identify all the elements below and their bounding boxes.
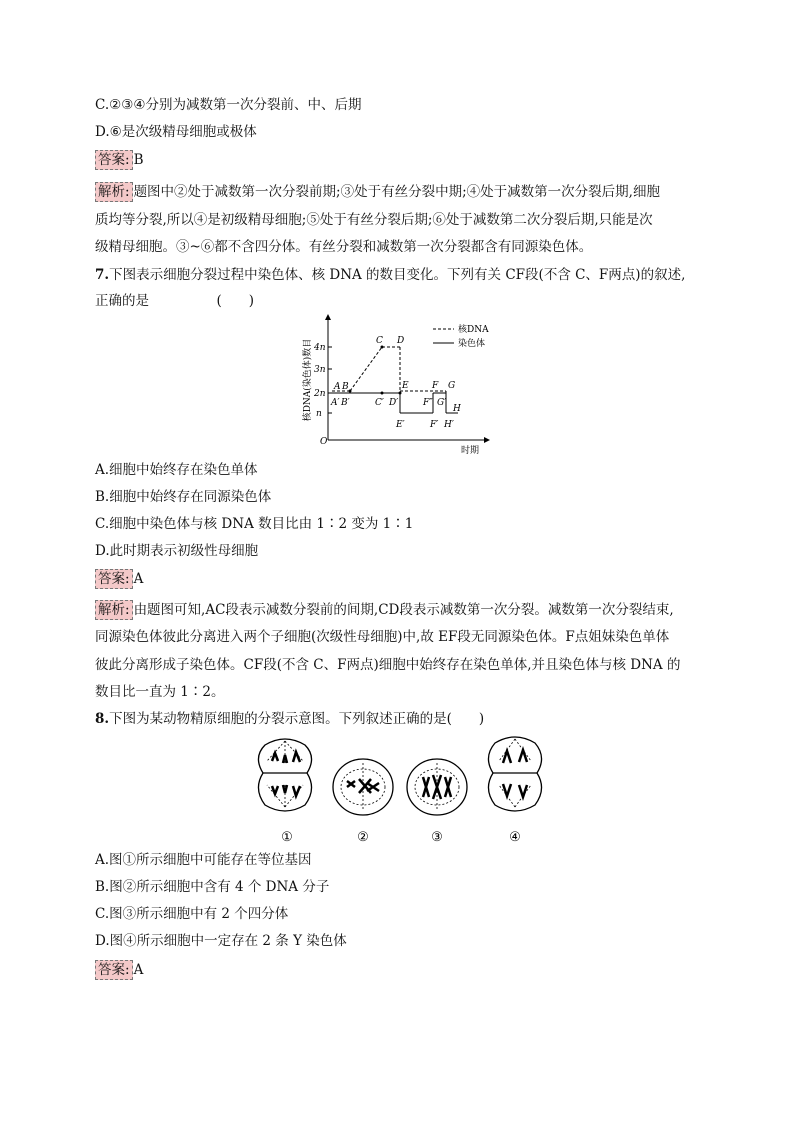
y-axis-arrow [325,314,331,320]
q7-option-c: C.细胞中染色体与核 DNA 数目比由 1∶2 变为 1∶1 [95,516,414,532]
q7-dna-chromosome-chart [298,312,498,460]
cell-1 [258,739,311,811]
y-tick-3n: 3n [314,365,326,375]
q7-analysis-line-2: 同源染色体彼此分离进入两个子细胞(次级性母细胞)中,故 EF段无同源染色体。F点姐妹染色单体 [95,629,670,645]
q7-answer [95,569,143,589]
point-label-b-prime: B′ [341,398,350,408]
q7-option-b: B.细胞中始终存在同源染色体 [95,489,272,505]
q8-option-a: A.图①所示细胞中可能存在等位基因 [95,852,312,868]
q6-analysis-line-2: 质均等分裂,所以④是初级精母细胞;⑤处于有丝分裂后期;⑥处于减数第二次分裂后期,只能是次 [95,212,653,228]
answer-tag: 答案: [95,150,133,170]
q8-option-b: B.图②所示细胞中含有 4 个 DNA 分子 [95,879,330,895]
q8-cell-division-figure [255,735,545,850]
q7-stem-text: 下图表示细胞分裂过程中染色体、核 DNA 的数目变化。下列有关 CF段(不含 C、F两点)的叙述, [109,267,686,283]
point-label-b: B [342,382,349,392]
point-label-c: C [376,336,383,346]
analysis-text: 题图中②处于减数第一次分裂前期;③处于有丝分裂中期;④处于减数第一次分裂后期,细胞 [133,184,660,200]
point-label-c-prime: C′ [375,398,384,408]
q6-option-c: C.②③④分别为减数第一次分裂前、中、后期 [95,97,362,113]
q7-number: 7. [95,267,110,283]
point-label-f-double-prime: F″ [423,398,433,408]
point-label-h-prime: H′ [444,420,454,430]
x-axis-arrow [484,437,490,443]
point-label-a: A [334,382,341,392]
q8-number: 8. [95,711,110,727]
point-label-e: E [402,381,409,391]
answer-tag: 答案: [95,569,133,589]
legend-chromosome-label: 染色体 [458,339,486,349]
q7-option-a: A.细胞中始终存在染色单体 [95,462,258,478]
answer-value: A [133,962,144,978]
q7-stem-line-1 [95,266,685,284]
cell-label-2: ② [357,830,369,845]
origin-label: O [320,437,328,447]
cell-4 [488,737,541,811]
answer-tag: 答案: [95,960,133,980]
y-tick-n: n [316,409,322,419]
point-label-g-prime: G′ [437,398,447,408]
cell-2 [333,759,393,815]
point-label-f-prime: F′ [430,420,439,430]
q7-analysis-line-1 [95,600,674,620]
q6-option-d: D.⑥是次级精母细胞或极体 [95,124,257,140]
y-tick-2n: 2n [314,389,326,399]
q6-analysis-line-3: 级精母细胞。③~⑥都不含四分体。有丝分裂和减数第一次分裂都含有同源染色体。 [95,239,593,255]
legend-dna-label: 核DNA [458,325,489,335]
analysis-tag: 解析: [95,182,133,202]
x-axis-label: 时期 [460,446,480,456]
point-label-e-prime: E′ [396,420,405,430]
point-label-a-prime: A′ [331,398,340,408]
q7-analysis-line-3: 彼此分离形成子染色体。CF段(不含 C、F两点)细胞中始终存在染色单体,并且染色体与核 DNA 的 [95,657,681,673]
q7-analysis-line-4: 数目比一直为 1∶2。 [95,684,225,700]
cell-3 [407,759,467,815]
data-points [349,346,402,395]
point-label-h: H [453,404,461,414]
q7-stem-line-2: 正确的是 ( ) [95,293,255,309]
analysis-text: 由题图可知,AC段表示减数分裂前的间期,CD段表示减数第一次分裂。减数第一次分裂结束, [133,602,674,618]
answer-value: A [133,571,144,587]
point-label-d: D [397,336,405,346]
cell-label-3: ③ [431,830,443,845]
cell-label-1: ① [281,830,293,845]
q8-option-c: C.图③所示细胞中有 2 个四分体 [95,906,289,922]
y-tick-4n: 4n [314,343,326,353]
y-axis-label: 核DNA(染色体)数目 [303,338,313,422]
point-label-d-prime: D′ [389,398,399,408]
answer-value: B [133,152,144,168]
point-label-f: F [432,381,439,391]
analysis-tag: 解析: [95,600,133,620]
cell-label-4: ④ [509,830,521,845]
q6-analysis-line-1 [95,182,660,202]
q8-stem [95,710,484,728]
q8-option-d: D.图④所示细胞中一定存在 2 条 Y 染色体 [95,933,347,949]
q7-option-d: D.此时期表示初级性母细胞 [95,543,259,559]
point-label-g: G [448,381,456,391]
q8-answer [95,960,143,980]
q8-stem-text: 下图为某动物精原细胞的分裂示意图。下列叙述正确的是( ) [109,711,485,727]
q6-answer [95,150,143,170]
